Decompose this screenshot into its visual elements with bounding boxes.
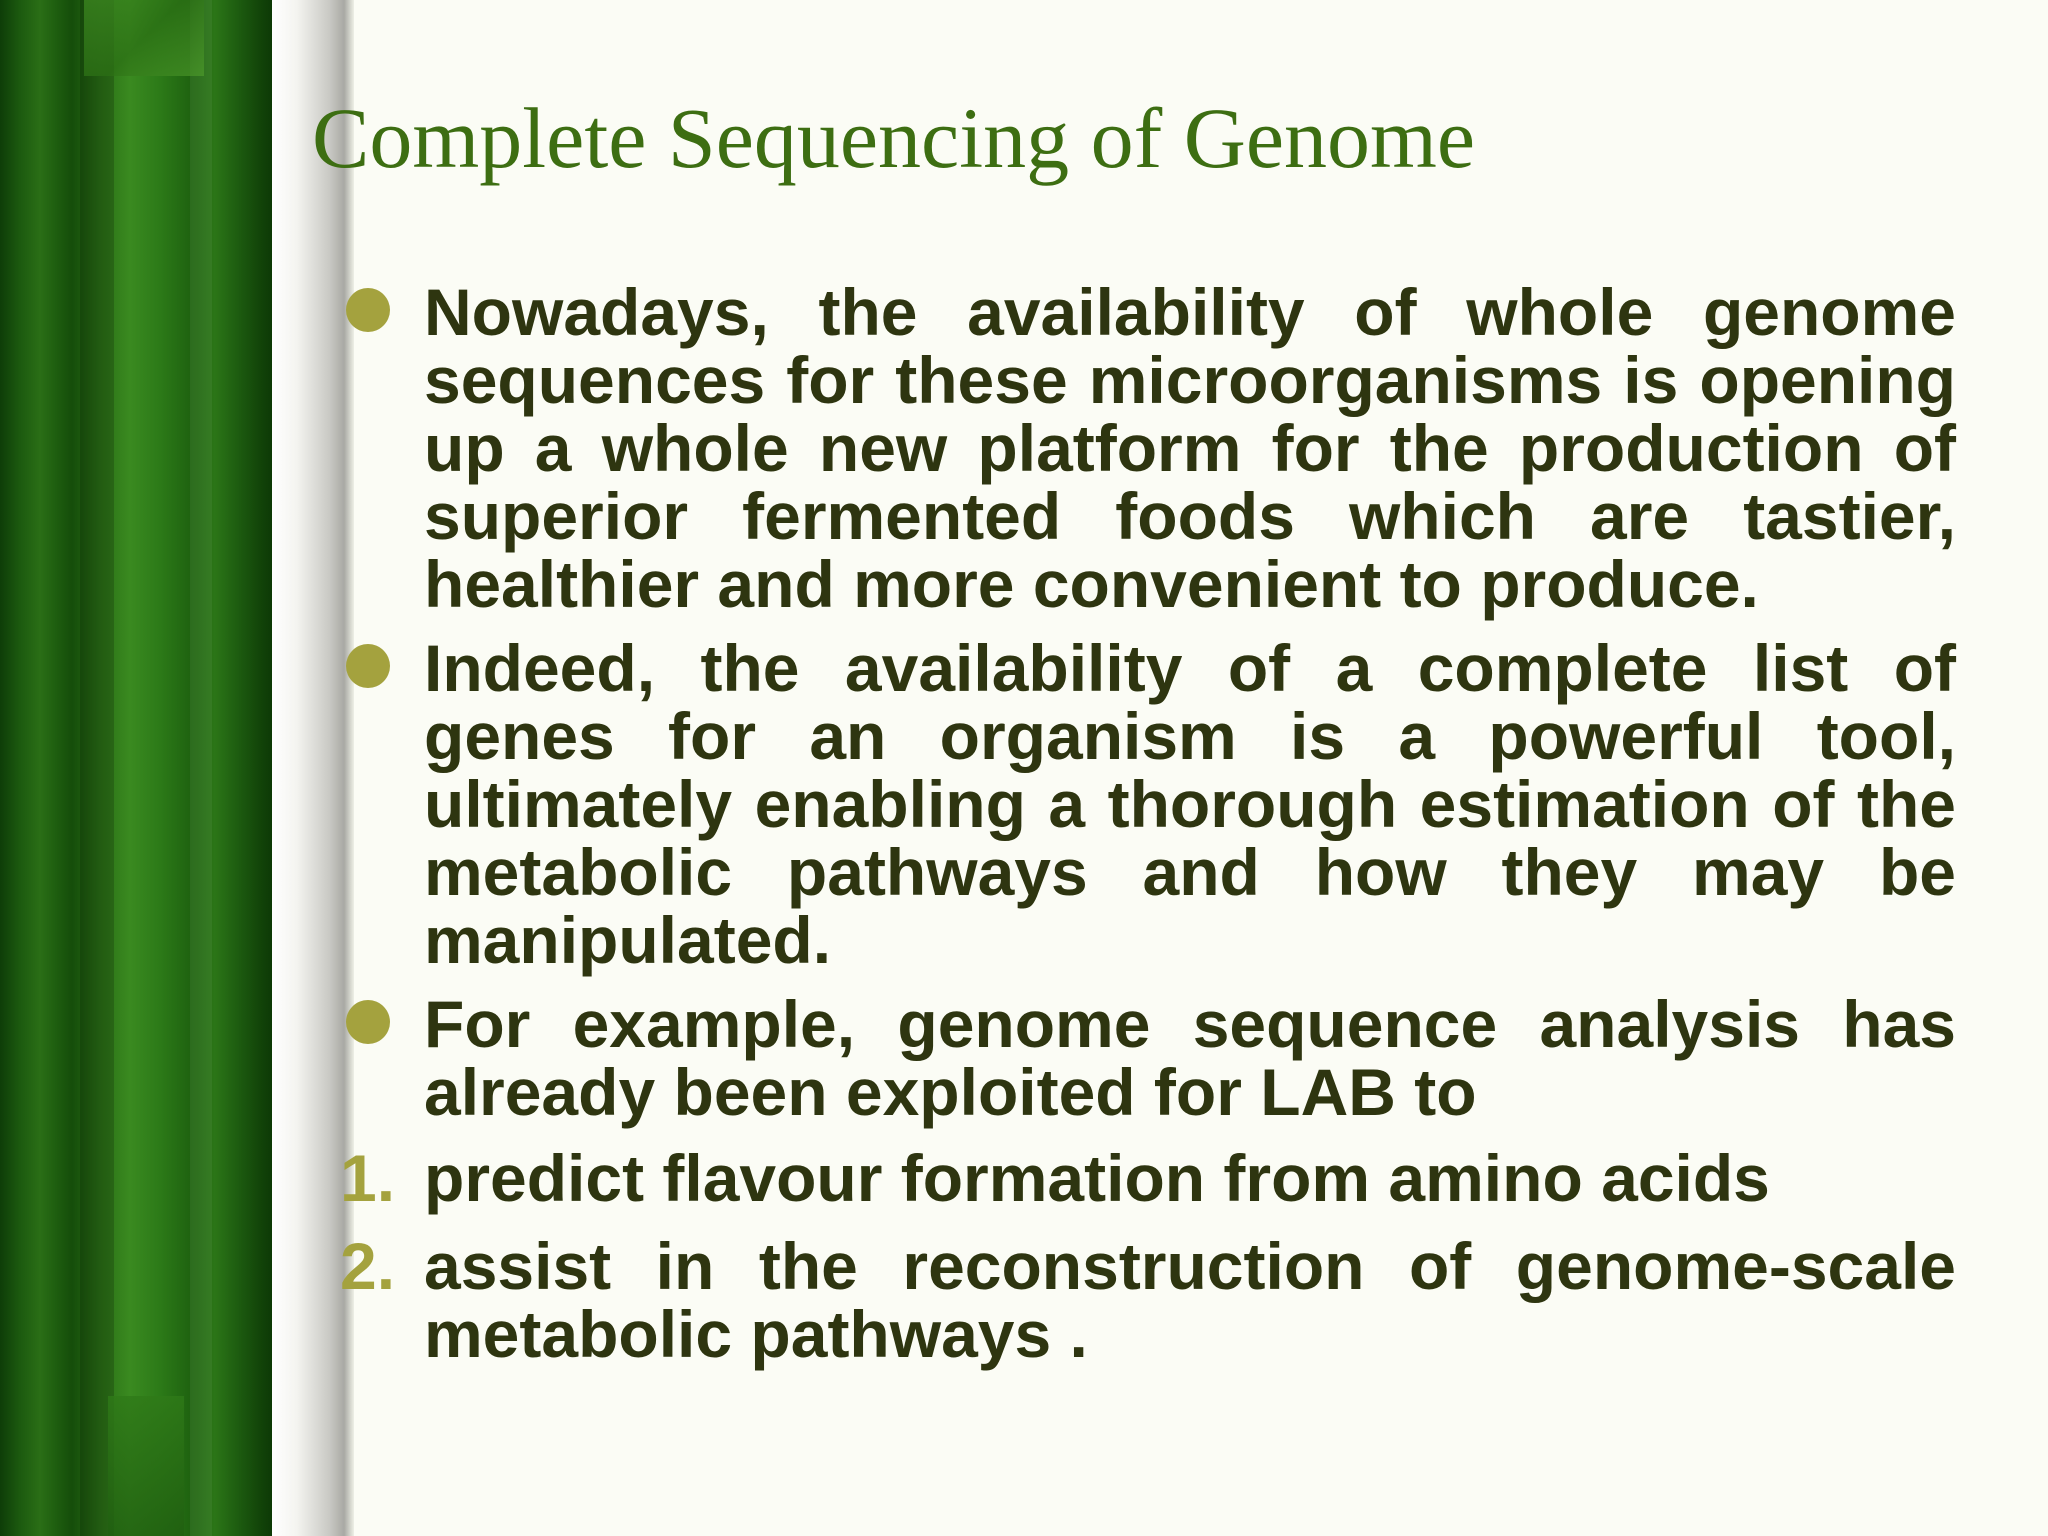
numbered-text: assist in the reconstruction of genome-scale metabolic pathways .	[424, 1229, 1956, 1371]
band-bottom-block	[108, 1396, 184, 1536]
bullet-text: Indeed, the availability of a complete list of genes for an organism is a powerful tool, ultimately enabling a thorough estimation of the metabolic pathways and how they may be manipulated.	[424, 631, 1956, 977]
bullet-item	[344, 987, 1956, 1129]
band-fade-divider	[272, 0, 354, 1536]
band-top-block	[84, 0, 204, 76]
bullet-item	[344, 631, 1956, 977]
bullet-dot-icon	[346, 1000, 390, 1044]
slide-title: Complete Sequencing of Genome	[312, 90, 1476, 186]
list-number: 2.	[340, 1229, 396, 1303]
band-stripe	[190, 0, 212, 1536]
numbered-text: predict flavour formation from amino acids	[424, 1141, 1770, 1215]
bullet-dot-icon	[346, 288, 390, 332]
bullet-text: Nowadays, the availability of whole genome sequences for these microorganisms is opening up a whole new platform for the production of superior fermented foods which are tastier, healthier and more convenient to produce.	[424, 275, 1956, 621]
decorative-green-band	[0, 0, 278, 1536]
numbered-item	[340, 1141, 1956, 1215]
band-stripe	[80, 0, 114, 1536]
bullet-text: For example, genome sequence analysis has already been exploited for LAB to	[424, 987, 1956, 1129]
bullet-item	[344, 275, 1956, 621]
slide-body	[340, 275, 1956, 1371]
bullet-dot-icon	[346, 644, 390, 688]
list-number: 1.	[340, 1141, 396, 1215]
numbered-item	[340, 1229, 1956, 1371]
